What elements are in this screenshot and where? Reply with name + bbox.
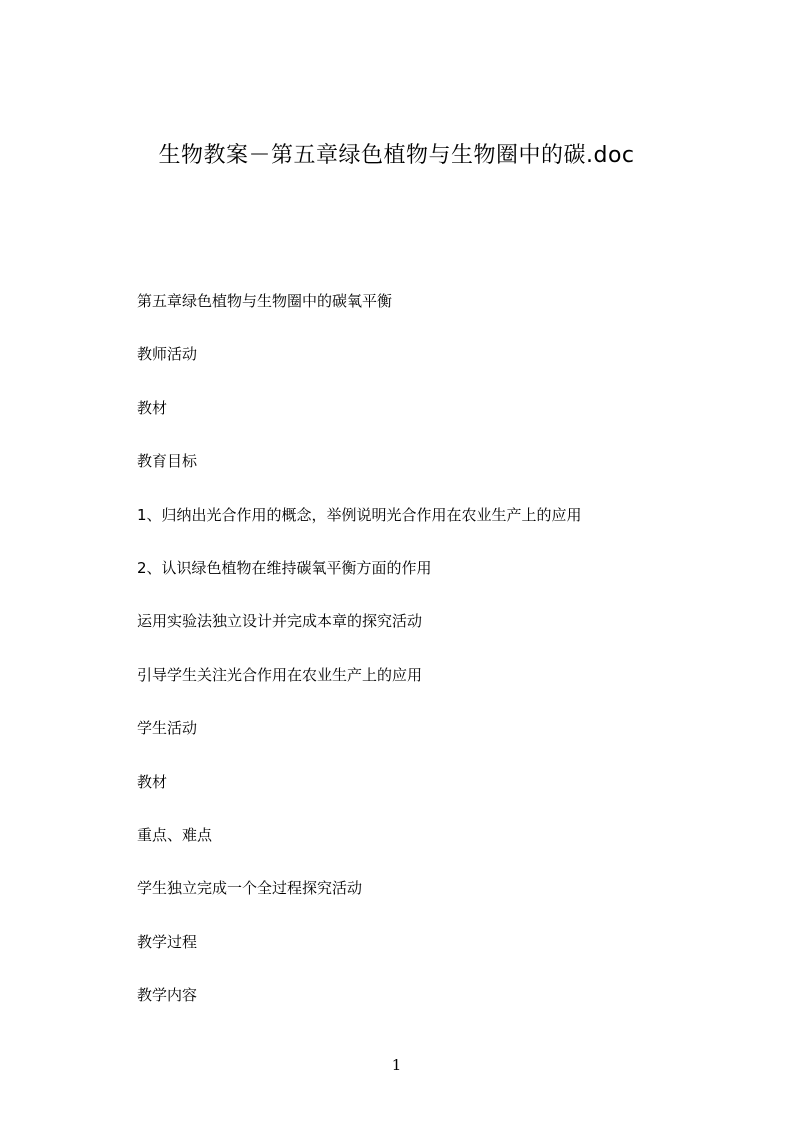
page-number: 1 [391, 1056, 402, 1074]
body-line: 1、归纳出光合作用的概念，举例说明光合作用在农业生产上的应用 [137, 505, 582, 524]
body-line: 教学过程 [137, 932, 198, 951]
body-line: 教师活动 [137, 345, 198, 364]
body-line: 引导学生关注光合作用在农业生产上的应用 [137, 665, 423, 684]
body-line: 重点、难点 [137, 825, 213, 844]
body-line: 教材 [137, 772, 168, 791]
document-title: 生物教案－第五章绿色植物与生物圈中的碳.doc [158, 143, 635, 168]
body-line: 第五章绿色植物与生物圈中的碳氧平衡 [137, 292, 393, 310]
body-line: 学生独立完成一个全过程探究活动 [137, 879, 363, 898]
body-line: 教育目标 [137, 452, 198, 471]
body-line: 教学内容 [137, 986, 198, 1005]
document-body [137, 290, 737, 1037]
body-line: 2、认识绿色植物在维持碳氧平衡方面的作用 [137, 558, 432, 577]
body-line: 教材 [137, 398, 168, 417]
body-line: 学生活动 [137, 719, 198, 738]
body-line: 运用实验法独立设计并完成本章的探究活动 [137, 612, 423, 631]
